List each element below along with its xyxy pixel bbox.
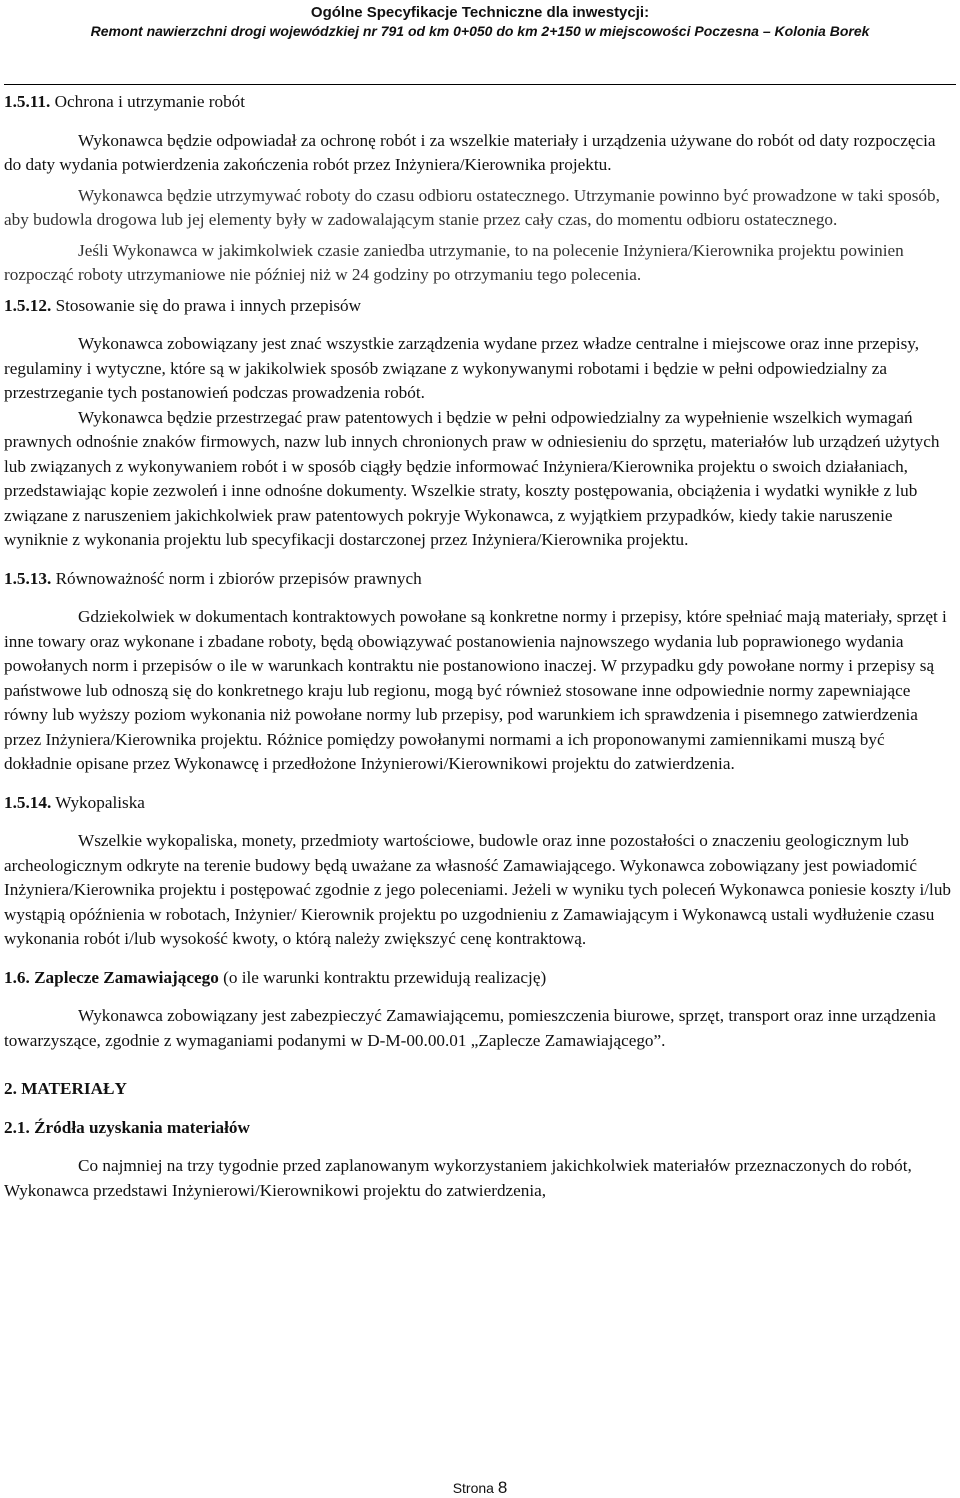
page-footer [0,1478,960,1498]
chapter-heading-2 [4,1077,956,1102]
section-heading-2-1 [4,1116,956,1141]
section-title: Stosowanie się do prawa i innych przepisów [55,295,362,315]
document-title: Ogólne Specyfikacje Techniczne dla inwestycji: [310,4,650,21]
page-header [0,4,960,40]
section-heading-1-6 [4,966,956,991]
section-title: 2.1. Źródła uzyskania materiałów [4,1117,250,1137]
section-heading-1-5-13 [4,567,956,592]
section-heading-1-5-14 [4,791,956,816]
paragraph: Co najmniej na trzy tygodnie przed zaplanowanym wykorzystaniem jakichkolwiek materiałów przeznaczonych do robót, Wykonawca przedstawi Inżynierowi/Kierownikowi projektu do zatwierdzenia, [4,1156,912,1200]
paragraph: Wszelkie wykopaliska, monety, przedmioty wartościowe, budowle oraz inne pozostałości o znaczeniu geologicznym lub archeologicznym odkryte na terenie budowy będą uważane za własność Zamawiającego. Wykonawca zobowiązany jest powiadomić Inżyniera/Kierownika projektu i postępować zgodnie z jego poleceniami. Jeżeli w wyniku tych poleceń Wykonawca poniesie koszty i/lub wystąpią opóźnienia w robotach, Inżynier/ Kierownik projektu po uzgodnieniu z Zamawiającym i Wykonawcą ustali wydłużenie czasu wykonania robót i/lub wysokość kwoty, o którą należy zwiększyć cenę kontraktową. [4,831,952,948]
section-number: 1.5.13. [4,568,52,588]
section-heading-1-5-12 [4,294,956,319]
paragraph: Wykonawca będzie odpowiadał za ochronę robót i za wszelkie materiały i urządzenia używane do robót od daty rozpoczęcia do daty wydania potwierdzenia zakończenia robót przez Inżyniera/Kierownika projektu. [4,130,936,174]
section-number: 1.5.14. [4,792,52,812]
paragraph: Jeśli Wykonawca w jakimkolwiek czasie zaniedba utrzymanie, to na polecenie Inżyniera/Kierownika projektu powinien rozpocząć roboty utrzymaniowe nie później niż w 24 godziny po otrzymaniu tego polecenia. [4,240,904,284]
section-title: Równoważność norm i zbiorów przepisów prawnych [55,568,422,588]
paragraph: Wykonawca będzie przestrzegać praw patentowych i będzie w pełni odpowiedzialny za wypełnienie wszelkich wymagań prawnych odnośnie znaków firmowych, nazw lub innych chronionych praw w odniesieniu do sprzętu, materiałów lub urządzeń użytych lub związanych z wykonywaniem robót i w sposób ciągły będzie informować Inżyniera/Kierownika projektu o swoich działaniach, przedstawiając kopie zezwoleń i inne odnośne dokumenty. Wszelkie straty, koszty postępowania, obciążenia i wydatki wynikłe z lub związane z naruszeniem jakichkolwiek praw patentowych pokryje Wykonawca, z wyjątkiem przypadków, kiedy takie naruszenie wyniknie z wykonania projektu lub specyfikacji dostarczonej przez Inżyniera/Kierownika projektu. [4,407,940,549]
document-subtitle: Remont nawierzchni drogi wojewódzkiej nr 791 od km 0+050 do km 2+150 w miejscowości Poczesna – Kolonia Borek [90,23,870,39]
section-title: Wykopaliska [55,792,145,812]
chapter-title: 2. MATERIAŁY [4,1079,127,1098]
section-number: 1.6. [4,967,30,987]
section-title: Zaplecze Zamawiającego [34,967,219,987]
page-number: 8 [497,1478,508,1497]
section-title: Ochrona i utrzymanie robót [54,92,246,111]
section-number: 1.5.12. [4,295,52,315]
section-title-note: (o ile warunki kontraktu przewidują realizację) [223,967,547,987]
section-heading-1-5-11 [4,90,956,115]
paragraph: Wykonawca zobowiązany jest zabezpieczyć Zamawiającemu, pomieszczenia biurowe, sprzęt, transport oraz inne urządzenia towarzyszące, zgodnie z wymaganiami podanymi w D-M-00.00.01 „Zaplecze Zamawiającego”. [4,1006,936,1050]
paragraph: Gdziekolwiek w dokumentach kontraktowych powołane są konkretne normy i przepisy, które spełniać mają materiały, sprzęt i inne towary oraz wykonane i zbadane roboty, będą obowiązywać postanowienia najnowszego wydania lub poprawionego wydania powołanych norm i przepisów o ile w warunkach kontraktu nie postanowiono inaczej. W przypadku gdy powołane normy i przepisy są państwowe lub odnoszą się do konkretnego kraju lub regionu, mogą być również stosowane inne odpowiednie normy zapewniające równy lub wyższy poziom wykonania niż powołane normy lub przepisy, pod warunkiem ich sprawdzenia i pisemnego zatwierdzenia przez Inżyniera/Kierownika projektu. Różnice pomiędzy powołanymi normami a ich proponowanymi zamiennikami muszą być dokładnie opisane przez Wykonawcę i przedłożone Inżynierowi/Kierownikowi projektu do zatwierdzenia. [4,607,947,773]
paragraph: Wykonawca będzie utrzymywać roboty do czasu odbioru ostatecznego. Utrzymanie powinno być prowadzone w taki sposób, aby budowla drogowa lub jej elementy były w zadowalającym stanie przez cały czas, do momentu odbioru ostatecznego. [4,185,940,229]
paragraph: Wykonawca zobowiązany jest znać wszystkie zarządzenia wydane przez władze centralne i miejscowe oraz inne przepisy, regulaminy i wytyczne, które są w jakikolwiek sposób związane z wykonywanymi robotami i będzie w pełni odpowiedzialny za przestrzeganie tych postanowień podczas prowadzenia robót. [4,334,920,402]
header-divider [4,84,956,85]
page-label: Strona [452,1480,494,1496]
section-number: 1.5.11. [4,92,51,111]
document-body [4,90,956,1203]
